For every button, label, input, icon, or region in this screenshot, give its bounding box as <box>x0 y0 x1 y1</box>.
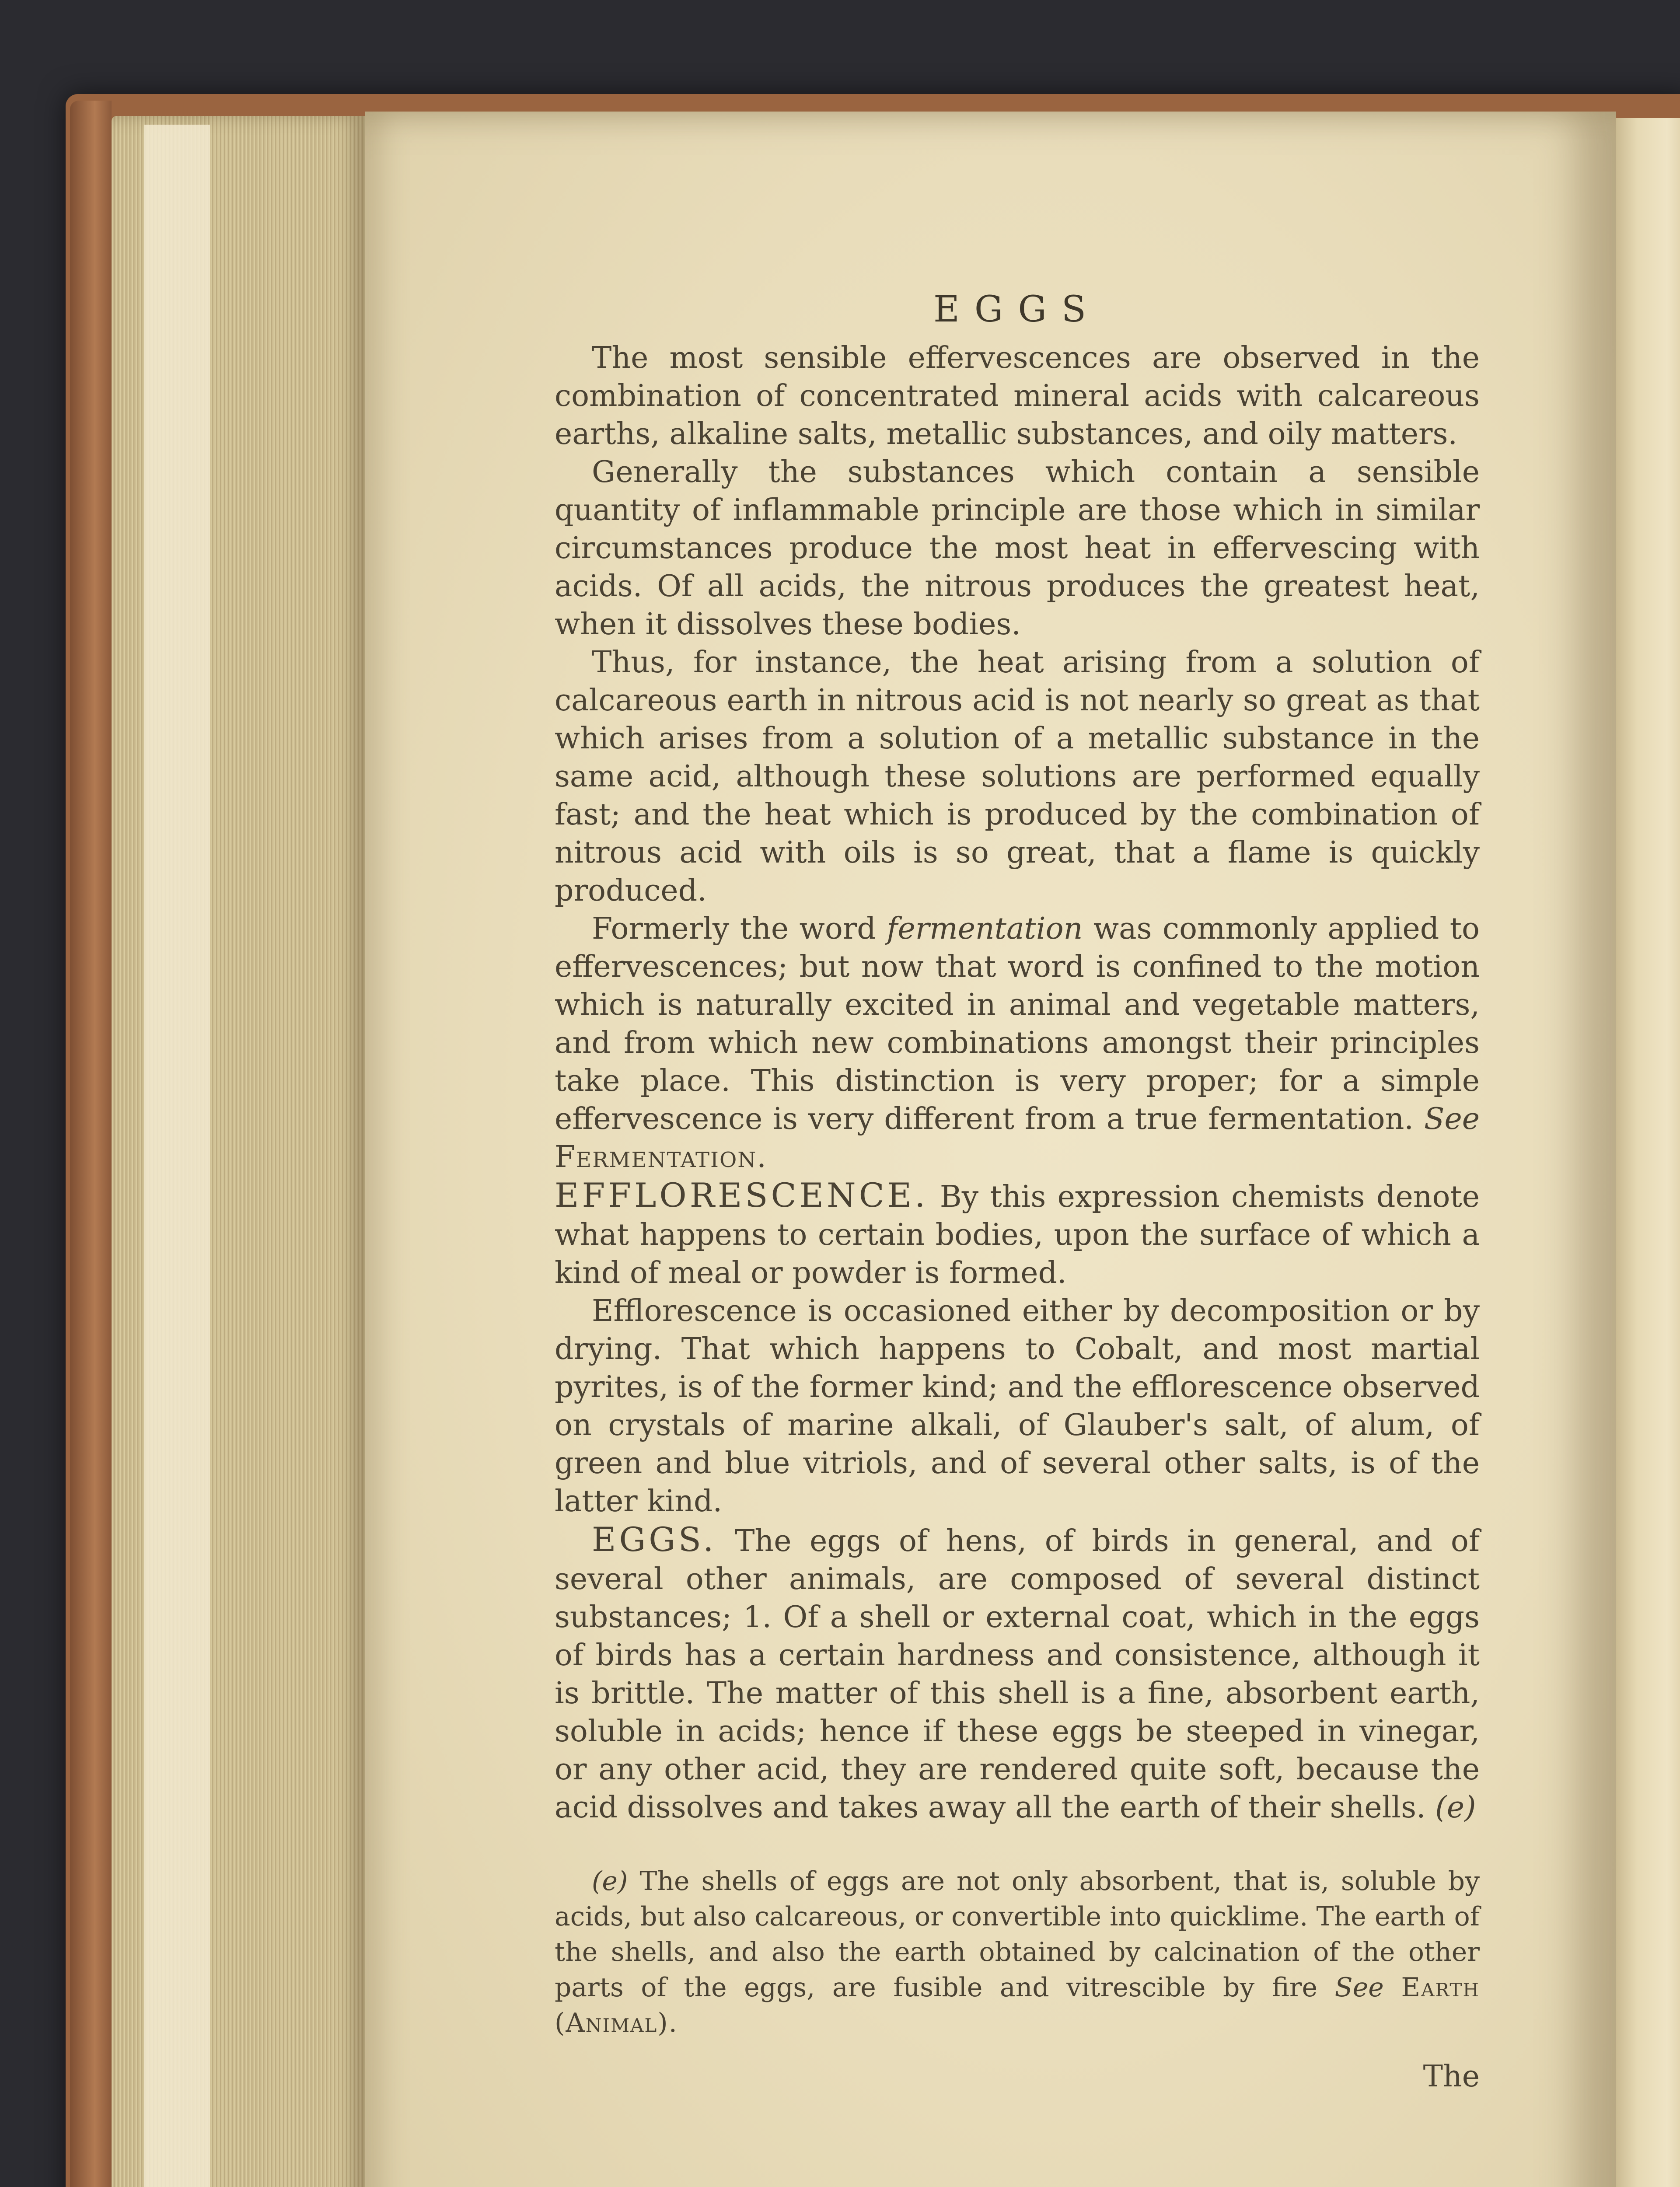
paragraph-3: Thus, for instance, the heat arising from a solution of calcareous earth in nitrous acid is not nearly so great as that which arises from a solution of a metallic substance in the same acid, although these solutions are performed equally fast; and the heat which is produced by the combination of nitrous acid with oils is so great, that a flame is quickly produced. <box>555 645 1480 908</box>
book-spine-edge <box>70 101 112 2187</box>
footnote-block <box>555 1864 1480 2041</box>
footnote-marker: (e) <box>592 1866 628 1897</box>
fermentation-italic: fermentation <box>887 912 1083 946</box>
fermentation-text-before: Formerly the word <box>592 912 887 946</box>
entry-title-efflorescence: EFFLORESCENCE. <box>555 1176 929 1215</box>
efflorescence-definition: By this expression chemists denote what happens to certain bodies, upon the surface of which a kind of meal or powder is formed. <box>555 1180 1480 1290</box>
paragraph-1: The most sensible effervescences are observed in the combination of concentrated mineral acids with calcareous earths, alkaline salts, metallic substances, and oily matters. <box>555 341 1480 451</box>
cross-reference: Fermentation. <box>555 1140 767 1174</box>
footnote-reference: (e) <box>1435 1790 1476 1825</box>
page-text <box>555 289 1480 2094</box>
footnote-text: The shells of eggs are not only absorbent, that is, soluble by acids, but also calcareous, or convertible into quicklime. The earth of the shells, and also the earth obtained by calcination of the other parts of the eggs, are fusible and vitrescible by fire <box>555 1866 1480 2003</box>
footnote-see-label: See <box>1334 1972 1384 2003</box>
eggs-definition: The eggs of hens, of birds in general, and of several other animals, are composed of several distinct substances; 1. Of a shell or external coat, which in the eggs of birds has a certain hardness and consistence, although it is brittle. The matter of this shell is a fine, absorbent earth, soluble in acids; hence if these eggs be steeped in vinegar, or any other acid, they are rendered quite soft, because the acid dissolves and takes away all the earth of their shells. <box>555 1524 1480 1825</box>
fermentation-text-after: was commonly applied to effervescences; but now that word is confined to the motion which is naturally excited in animal and vegetable matters, and from which new combinations amongst their principles take place. This distinction is very proper; for a simple effervescence is very different from a true fermentation. <box>555 912 1480 1136</box>
paragraph-efflorescence-2: Efflorescence is occasioned either by decomposition or by drying. That which happens to Cobalt, and most martial pyrites, is of the former kind; and the efflorescence observed on crystals of marine alkali, of Glauber's salt, of alum, of green and blue vitriols, and of several other salts, is of the latter kind. <box>555 1294 1480 1519</box>
entry-eggs <box>555 1520 1480 1827</box>
footnote-e <box>555 1864 1480 2041</box>
endpaper-strip <box>144 125 210 2187</box>
catchword: The <box>1423 2059 1480 2094</box>
entry-efflorescence <box>555 1176 1480 1292</box>
see-label: See <box>1424 1102 1480 1136</box>
paragraph-2: Generally the substances which contain a sensible quantity of inflammable principle are those which in similar circumstances produce the most heat in effervescing with acids. Of all acids, the nitrous produces the greatest heat, when it dissolves these bodies. <box>555 455 1480 642</box>
entry-title-eggs: EGGS. <box>592 1520 717 1559</box>
paragraph-fermentation <box>555 910 1480 1176</box>
footnote-cross-reference: Earth (Animal). <box>555 1972 1480 2038</box>
facing-page-edge <box>1607 118 1680 2187</box>
running-head: EGGS <box>933 289 1101 330</box>
